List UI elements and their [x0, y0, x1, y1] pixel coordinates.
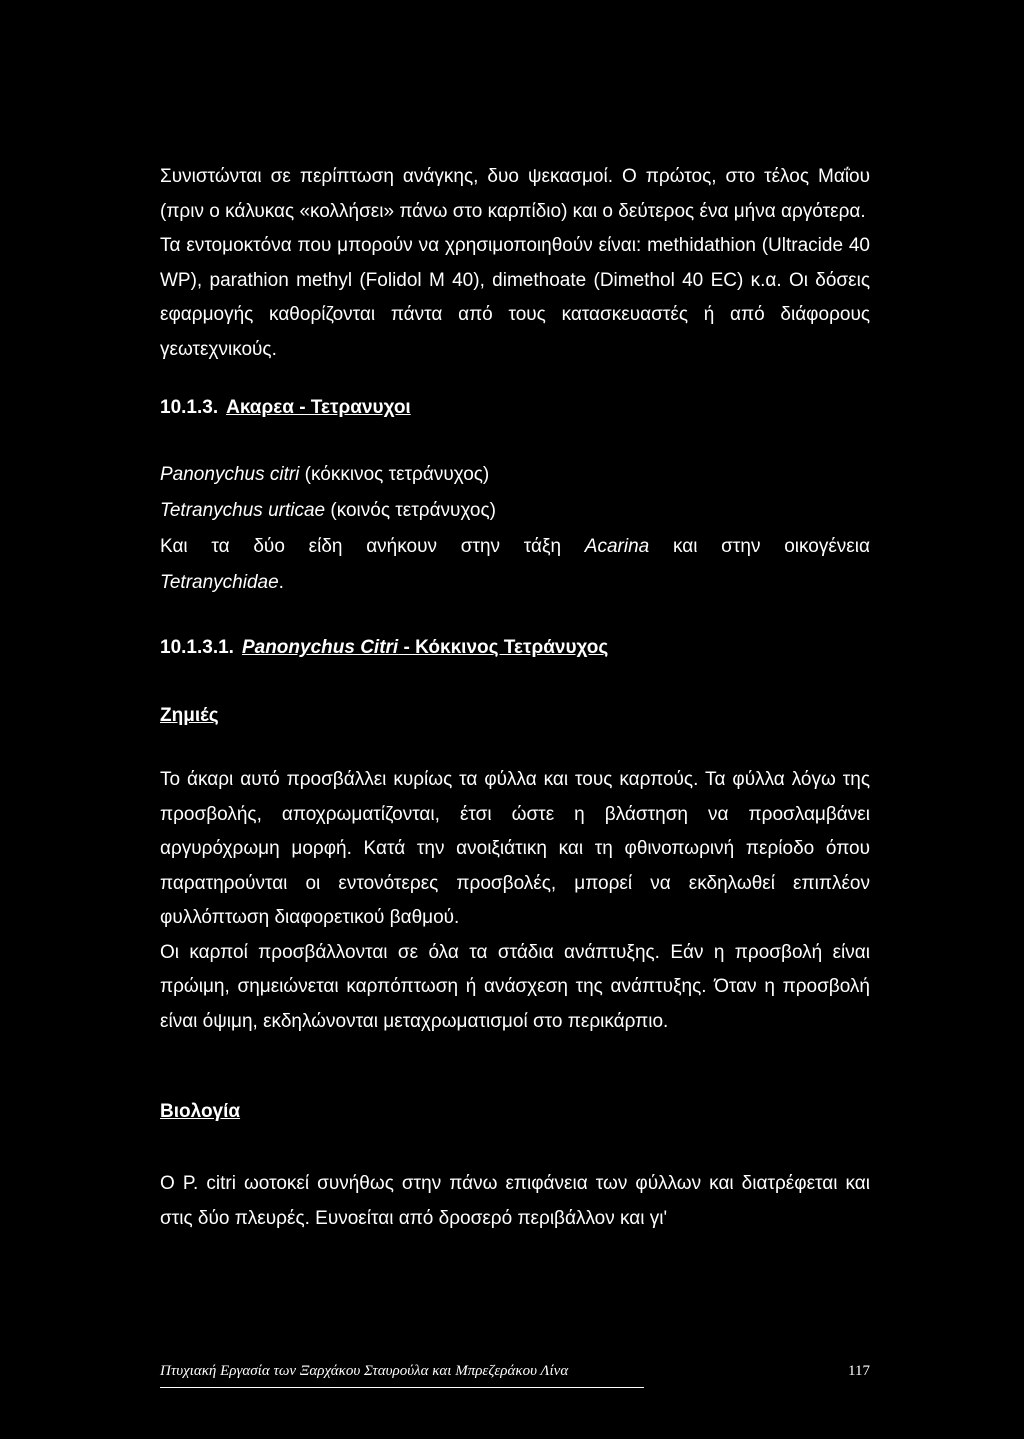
section-heading-acarea: [160, 393, 870, 423]
damages-paragraph-1: Το άκαρι αυτό προσβάλλει κυρίως τα φύλλα και τους καρπούς. Τα φύλλα λόγω της προσβολής, αποχρωματίζονται, έτσι ώστε η βλάστηση να προσλαμβάνει αργυρόχρωμη μορφή. Κατά την ανοιξιάτικη και τη φθινοπωρινή περίοδο όπου παρατηρούνται οι εντονότερες προσβολές, μπορεί να εκδηλωθεί επιπλέον φυλλόπτωση διαφορετικού βαθμού.: [160, 769, 870, 928]
page-footer: [160, 1363, 870, 1380]
section-title-greek: - Κόκκινος Τετράνυχος: [398, 637, 609, 658]
section-number: 10.1.3.: [160, 397, 219, 418]
classification-text-b: και στην οικογένεια: [649, 536, 870, 557]
order-name: Acarina: [584, 536, 650, 557]
intro-paragraph-1: Συνιστώνται σε περίπτωση ανάγκης, δυο ψεκασμοί. Ο πρώτος, στο τέλος Μαΐου (πριν ο κάλυκας «κολλήσει» πάνω στο καρπίδιο) και ο δεύτερος ένα μήνα αργότερα.: [160, 166, 870, 222]
species-common-name: (κοινός τετράνυχος): [325, 500, 496, 521]
family-line: [160, 565, 870, 601]
species-common-name: (κόκκινος τετράνυχος): [299, 464, 490, 485]
section-heading-panonychus: [160, 633, 870, 663]
page-content: [160, 160, 870, 1236]
classification-line: [160, 529, 870, 565]
biology-heading: Βιολογία: [160, 1101, 241, 1122]
species-line-1: [160, 457, 870, 493]
species-list: [160, 457, 870, 601]
intro-paragraph-2: Τα εντομοκτόνα που μπορούν να χρησιμοποιηθούν είναι: methidathion (Ultracide 40 WP), parathion methyl (Folidol M 40), dimethoate (Dimethol 40 EC) κ.α. Οι δόσεις εφαρμογής καθορίζονται πάντα από τους κατασκευαστές ή από διάφορους γεωτεχνικούς.: [160, 235, 870, 360]
family-line-end: .: [278, 572, 284, 593]
species-latin-name: Panonychus citri: [160, 464, 300, 485]
classification-text-a: Και τα δύο είδη ανήκουν στην τάξη: [160, 536, 585, 557]
section-title: [242, 637, 608, 658]
page-number: 117: [848, 1363, 870, 1379]
damages-heading: Ζημιές: [160, 705, 219, 726]
species-latin-name: Tetranychus urticae: [160, 500, 326, 521]
family-name: Tetranychidae: [160, 572, 279, 593]
footer-text: Πτυχιακή Εργασία των Ξαρχάκου Σταυρούλα και Μπρεζεράκου Λίνα: [160, 1363, 569, 1379]
section-title-latin: Panonychus Citri: [241, 637, 399, 658]
section-title: Ακαρεα - Τετρανυχοι: [226, 397, 411, 418]
species-line-2: [160, 493, 870, 529]
damages-paragraph-2: Οι καρποί προσβάλλονται σε όλα τα στάδια ανάπτυξης. Εάν η προσβολή είναι πρώιμη, σημειώνεται καρπόπτωση ή ανάσχεση της ανάπτυξης. Όταν η προσβολή είναι όψιμη, εκδηλώνονται μεταχρωματισμοί στο περικάρπιο.: [160, 941, 870, 1032]
footer-underline: [160, 1387, 644, 1388]
section-number: 10.1.3.1.: [160, 637, 234, 658]
biology-paragraph-1: Ο P. citri ωοτοκεί συνήθως στην πάνω επιφάνεια των φύλλων και διατρέφεται και στις δύο πλευρές. Ευνοείται από δροσερό περιβάλλον και γι': [160, 1173, 870, 1229]
